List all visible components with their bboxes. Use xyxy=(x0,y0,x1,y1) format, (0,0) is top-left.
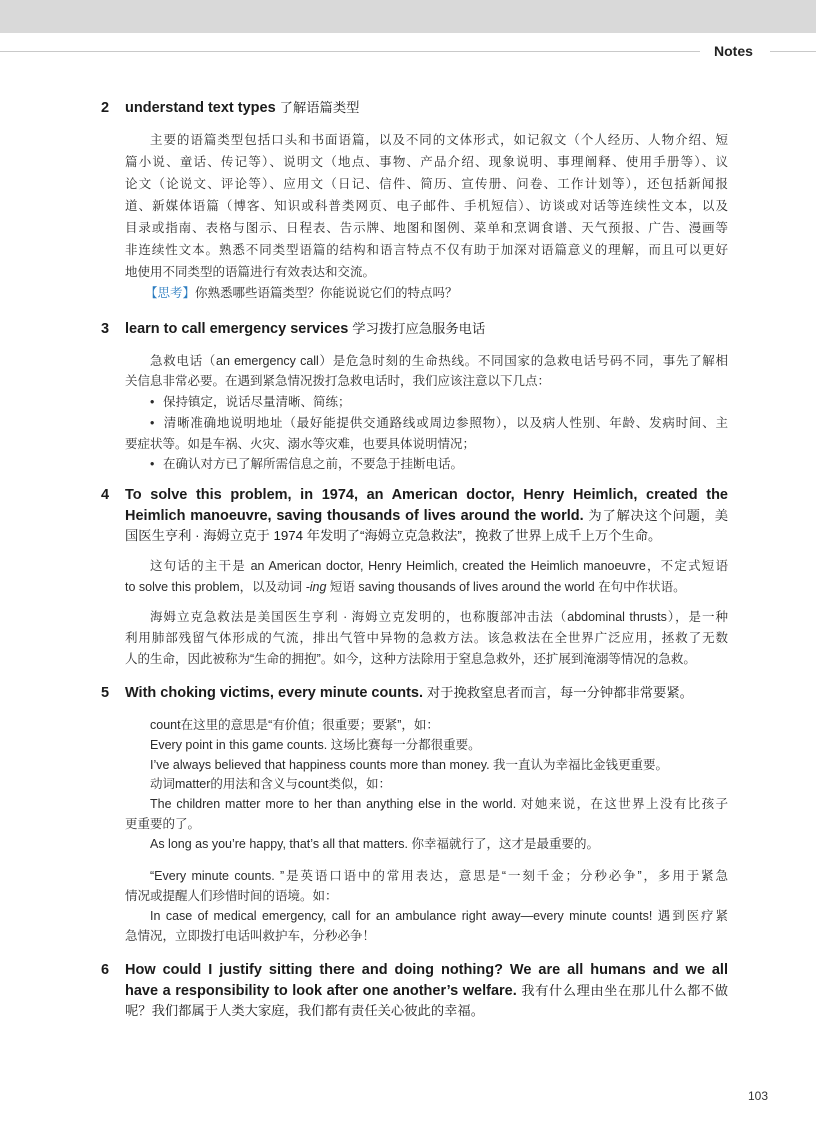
note-heading-zh: 呢？我们都属于人类大家庭，我们都有责任关心彼此的幸福。 xyxy=(125,1003,485,1019)
paragraph-line: 非连续性文本。熟悉不同类型语篇的结构和语言特点不仅有助于加深对语篇意义的理解，而且可以更好 xyxy=(125,243,728,257)
note-heading-en: To solve this problem, in 1974, an American doctor, Henry Heimlich, created the xyxy=(125,487,728,503)
example-line: 急情况，立即拨打电话叫救护车，分秒必争！ xyxy=(125,929,376,943)
paragraph-line: 情况或提醒人们珍惜时间的语境。如： xyxy=(125,889,338,903)
paragraph-line: 急救电话（an emergency call）是危急时刻的生命热线。不同国家的急救电话号码不同，事先了解相 xyxy=(150,353,728,368)
bullet-continuation: 要症状等。如是车祸、火灾、溺水等灾难，也要具体说明情况； xyxy=(125,436,476,451)
note-2-paragraph xyxy=(125,129,728,283)
note-3-heading xyxy=(101,319,728,339)
think-tag: 【思考】 xyxy=(145,286,196,300)
note-heading-zh: 学习拨打应急服务电话 xyxy=(352,321,486,336)
note-heading-zh: 了解语篇类型 xyxy=(279,100,360,115)
note-number: 3 xyxy=(101,321,110,337)
text-segment: to solve this problem，以及动词 xyxy=(125,579,306,594)
paragraph-line: 利用肺部残留气体形成的气流，排出气管中异物的急救方法。该急救法在全世界广泛应用，拯救了无数 xyxy=(125,630,728,645)
think-question: 你熟悉哪些语篇类型？你能说说它们的特点吗？ xyxy=(195,286,458,300)
note-6-heading xyxy=(101,961,729,1021)
note-3-paragraph xyxy=(125,351,728,476)
paragraph-line: 海姆立克急救法是美国医生亨利 · 海姆立克发明的，也称腹部冲击法（abdominal thrusts），是一种 xyxy=(150,609,728,624)
note-5-paragraph xyxy=(125,866,728,946)
note-heading-zh: 我有什么理由坐在那儿什么都不做 xyxy=(520,982,729,998)
bullet-mark: • xyxy=(150,457,155,472)
note-number: 6 xyxy=(101,962,110,978)
example-line: I’ve always believed that happiness counts more than money. 我一直认为幸福比金钱更重要。 xyxy=(150,757,669,772)
note-4-paragraph-2 xyxy=(125,607,728,670)
bullet-text: 在确认对方已了解所需信息之前，不要急于挂断电话。 xyxy=(163,457,464,472)
bullet-item xyxy=(125,454,728,475)
paragraph-line: 目录或指南、表格与图示、日程表、告示牌、地图和图例、菜单和烹调食谱、天气预报、广告、漫画等 xyxy=(125,221,728,235)
text-segment: 短语 saving thousands of lives around the world 在句中作状语。 xyxy=(326,579,686,594)
note-heading-zh: 国医生亨利 · 海姆立克于 1974 年发明了“海姆立克急救法”，挽救了世界上成千上万个生命。 xyxy=(125,528,662,543)
note-5-examples xyxy=(125,716,728,855)
bullet-text: 保持镇定，说话尽量清晰、简练； xyxy=(163,395,351,410)
example-line: Every point in this game counts. 这场比赛每一分都很重要。 xyxy=(150,737,481,752)
note-5-heading xyxy=(101,683,728,703)
header-rule-left xyxy=(0,51,700,52)
note-heading-en: Heimlich manoeuvre, saving thousands of lives around the world. xyxy=(125,507,584,524)
note-heading-zh: 为了解决这个问题，美 xyxy=(587,507,728,523)
bullet-mark: • xyxy=(150,395,155,410)
italic-term: -ing xyxy=(305,579,327,594)
note-heading-en: How could I justify sitting there and doing nothing? We are all humans and we all xyxy=(125,962,728,978)
note-heading-en: learn to call emergency services xyxy=(125,321,349,337)
note-heading-en: understand text types xyxy=(125,100,276,116)
note-2-heading xyxy=(101,98,728,118)
example-line: In case of medical emergency, call for an ambulance right away—every minute counts! 遇到医疗紧 xyxy=(150,909,728,923)
note-number: 4 xyxy=(101,487,110,503)
note-heading-en: have a responsibility to look after one another’s welfare. xyxy=(125,982,517,999)
paragraph-line: 关信息非常必要。在遇到紧急情况拨打急救电话时，我们应该注意以下几点： xyxy=(125,374,551,389)
paragraph-line: 地使用不同类型的语篇进行有效表达和交流。 xyxy=(125,265,376,279)
paragraph-line: 篇小说、童话、传记等）、说明文（地点、事物、产品介绍、现象说明、事理阐释、使用手册等）、议 xyxy=(125,155,728,169)
example-line: The children matter more to her than anything else in the world. 对她来说，在这世界上没有比孩子 xyxy=(150,797,728,812)
paragraph-line: 主要的语篇类型包括口头和书面语篇，以及不同的文体形式，如记叙文（个人经历、人物介绍、短 xyxy=(150,133,728,147)
bullet-item xyxy=(125,413,728,434)
page-number: 103 xyxy=(748,1089,769,1103)
top-gray-band xyxy=(0,0,816,33)
bullet-text: 清晰准确地说明地址（最好能提供交通路线或周边参照物），以及病人性别、年龄、发病时间、主 xyxy=(163,415,728,430)
paragraph-line: 这句话的主干是 an American doctor, Henry Heimlich, created the Heimlich manoeuvre，不定式短语 xyxy=(150,558,728,573)
note-number: 5 xyxy=(101,685,110,701)
note-number: 2 xyxy=(101,100,110,116)
note-4-heading xyxy=(101,485,728,547)
paragraph-line: 人的生命，因此被称为“生命的拥抱”。如今，这种方法除用于窒息急救外，还扩展到淹溺等情况的急救。 xyxy=(125,651,696,666)
header-rule-right xyxy=(770,51,816,52)
section-title: Notes xyxy=(714,43,753,59)
bullet-mark: • xyxy=(150,415,155,430)
note-heading-en: With choking victims, every minute counts. xyxy=(125,685,423,701)
bullet-item xyxy=(125,392,728,413)
example-line: 动词matter的用法和含义与count类似，如： xyxy=(150,777,392,792)
note-4-paragraph-1 xyxy=(125,556,728,598)
paragraph-line xyxy=(125,577,728,598)
paragraph-line: “Every minute counts. ”是英语口语中的常用表达，意思是“一刻千金；分秒必争”，多用于紧急 xyxy=(150,869,728,883)
example-line: 更重要的了。 xyxy=(125,816,201,831)
think-prompt xyxy=(125,283,728,303)
paragraph-line: 论文（论说文、评论等）、应用文（日记、信件、简历、宣传册、问卷、工作计划等），还包括新闻报 xyxy=(125,177,728,191)
paragraph-line: 道、新媒体语篇（博客、知识或科普类网页、电子邮件、手机短信）、访谈或对话等连续性文本，以及 xyxy=(125,199,728,213)
example-line: count在这里的意思是“有价值；很重要；要紧”，如： xyxy=(150,718,439,732)
note-heading-zh: 对于挽救窒息者而言，每一分钟都非常要紧。 xyxy=(427,685,693,700)
example-line: As long as you’re happy, that’s all that matters. 你幸福就行了，这才是最重要的。 xyxy=(150,836,599,851)
